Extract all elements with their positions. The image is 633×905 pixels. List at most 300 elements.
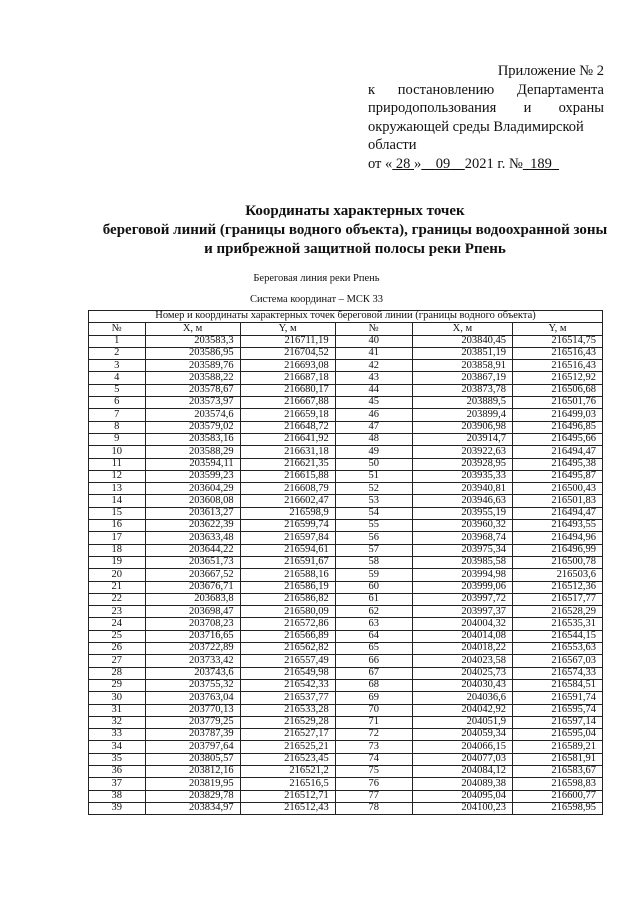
table-row <box>89 569 603 581</box>
coordinate-cell: 203733,42 <box>145 655 240 667</box>
coordinate-cell: 204051,9 <box>412 716 512 728</box>
point-number-cell: 55 <box>335 520 412 532</box>
coordinate-cell: 203622,39 <box>145 520 240 532</box>
coordinate-cell: 203968,74 <box>412 532 512 544</box>
table-caption: Номер и координаты характерных точек береговой линии (границы водного объекта) <box>89 311 603 323</box>
coordinate-cell: 203997,72 <box>412 593 512 605</box>
annex-word: и <box>523 100 532 116</box>
table-row <box>89 581 603 593</box>
coordinates-table <box>88 310 603 815</box>
coordinate-cell: 216566,89 <box>240 630 335 642</box>
coordinate-cell: 216595,04 <box>513 729 603 741</box>
coordinate-cell: 204004,32 <box>412 618 512 630</box>
annex-word: к <box>368 81 376 98</box>
coordinate-cell: 216494,47 <box>513 446 603 458</box>
annex-word: Департамента <box>516 81 604 98</box>
table-row <box>89 520 603 532</box>
coordinate-cell: 216641,92 <box>240 433 335 445</box>
point-number-cell: 12 <box>89 470 146 482</box>
table-row <box>89 397 603 409</box>
coordinate-cell: 216586,82 <box>240 593 335 605</box>
coordinate-cell: 203613,27 <box>145 507 240 519</box>
table-row <box>89 335 603 347</box>
coordinate-cell: 216693,08 <box>240 360 335 372</box>
coordinate-cell: 216574,33 <box>513 667 603 679</box>
table-row <box>89 765 603 777</box>
coordinate-cell: 216711,19 <box>240 335 335 347</box>
coordinate-cell: 216501,76 <box>513 397 603 409</box>
annex-line-3: окружающей среды Владимирской <box>368 118 584 135</box>
coordinate-cell: 216516,43 <box>513 360 603 372</box>
point-number-cell: 40 <box>335 335 412 347</box>
coordinate-cell: 203588,29 <box>145 446 240 458</box>
coordinate-cell: 203997,37 <box>412 606 512 618</box>
coordinate-cell: 216523,45 <box>240 753 335 765</box>
point-number-cell: 4 <box>89 372 146 384</box>
table-row <box>89 704 603 716</box>
point-number-cell: 26 <box>89 643 146 655</box>
coordinate-cell: 203946,63 <box>412 495 512 507</box>
coordinate-cell: 216598,83 <box>513 778 603 790</box>
coordinate-cell: 216704,52 <box>240 347 335 359</box>
coord-system: Система координат – МСК 33 <box>249 294 384 305</box>
point-number-cell: 63 <box>335 618 412 630</box>
coordinate-cell: 203928,95 <box>412 458 512 470</box>
point-number-cell: 64 <box>335 630 412 642</box>
coordinate-cell: 203779,25 <box>145 716 240 728</box>
table-row <box>89 347 603 359</box>
coordinate-cell: 203873,78 <box>412 384 512 396</box>
coordinate-cell: 203797,64 <box>145 741 240 753</box>
point-number-cell: 1 <box>89 335 146 347</box>
coordinate-cell: 216525,21 <box>240 741 335 753</box>
coordinate-cell: 204030,43 <box>412 679 512 691</box>
coordinate-cell: 203763,04 <box>145 692 240 704</box>
table-row <box>89 384 603 396</box>
point-number-cell: 77 <box>335 790 412 802</box>
annex-title: Приложение № 2 <box>497 63 604 79</box>
coordinate-cell: 203588,22 <box>145 372 240 384</box>
point-number-cell: 25 <box>89 630 146 642</box>
coordinate-cell: 204018,22 <box>412 643 512 655</box>
coordinate-cell: 216529,28 <box>240 716 335 728</box>
point-number-cell: 39 <box>89 802 146 814</box>
annex-line-4: области <box>368 137 417 153</box>
coordinate-cell: 203599,23 <box>145 470 240 482</box>
coordinate-cell: 203975,34 <box>412 544 512 556</box>
coordinate-cell: 203589,76 <box>145 360 240 372</box>
coordinate-cell: 216499,03 <box>513 409 603 421</box>
annex-block <box>368 62 604 173</box>
coordinate-cell: 216495,66 <box>513 433 603 445</box>
coordinate-cell: 216517,77 <box>513 593 603 605</box>
coordinate-cell: 203633,48 <box>145 532 240 544</box>
coordinate-cell: 203583,16 <box>145 433 240 445</box>
coordinate-cell: 216599,74 <box>240 520 335 532</box>
coordinate-cell: 216562,82 <box>240 643 335 655</box>
coordinate-cell: 203829,78 <box>145 790 240 802</box>
coordinate-cell: 203667,52 <box>145 569 240 581</box>
coordinate-cell: 216583,67 <box>513 765 603 777</box>
table-row <box>89 753 603 765</box>
coordinate-cell: 216528,29 <box>513 606 603 618</box>
coordinate-cell: 203583,3 <box>145 335 240 347</box>
point-number-cell: 7 <box>89 409 146 421</box>
coordinate-cell: 204077,03 <box>412 753 512 765</box>
coordinate-cell: 216598,95 <box>513 802 603 814</box>
coordinate-cell: 216500,78 <box>513 556 603 568</box>
title-line-2: береговой линий (границы водного объекта), границы водоохранной зоны <box>102 222 608 238</box>
title-line-1: Координаты характерных точек <box>245 203 465 219</box>
coordinate-cell: 216586,19 <box>240 581 335 593</box>
point-number-cell: 27 <box>89 655 146 667</box>
point-number-cell: 73 <box>335 741 412 753</box>
coordinate-cell: 216533,28 <box>240 704 335 716</box>
coordinate-cell: 204023,58 <box>412 655 512 667</box>
point-number-cell: 46 <box>335 409 412 421</box>
coordinate-cell: 216494,96 <box>513 532 603 544</box>
coordinate-cell: 204084,12 <box>412 765 512 777</box>
table-row <box>89 593 603 605</box>
coordinate-cell: 204059,34 <box>412 729 512 741</box>
point-number-cell: 9 <box>89 433 146 445</box>
coordinate-cell: 203851,19 <box>412 347 512 359</box>
annex-line-1 <box>368 81 604 100</box>
coordinate-cell: 216500,43 <box>513 483 603 495</box>
coordinate-cell: 203999,06 <box>412 581 512 593</box>
point-number-cell: 69 <box>335 692 412 704</box>
col-header: Y, м <box>240 323 335 335</box>
point-number-cell: 21 <box>89 581 146 593</box>
coordinate-cell: 216493,55 <box>513 520 603 532</box>
coordinate-cell: 203604,29 <box>145 483 240 495</box>
coordinate-cell: 216535,31 <box>513 618 603 630</box>
coordinate-cell: 216544,15 <box>513 630 603 642</box>
table-row <box>89 606 603 618</box>
coordinate-cell: 216516,43 <box>513 347 603 359</box>
date-day-close: » <box>414 155 422 172</box>
table-row <box>89 409 603 421</box>
table-row <box>89 692 603 704</box>
coordinate-cell: 216588,16 <box>240 569 335 581</box>
table-row <box>89 802 603 814</box>
table-row <box>89 741 603 753</box>
coordinate-cell: 203812,16 <box>145 765 240 777</box>
annex-word: природопользования <box>368 100 497 116</box>
point-number-cell: 44 <box>335 384 412 396</box>
point-number-cell: 50 <box>335 458 412 470</box>
coordinate-cell: 203914,7 <box>412 433 512 445</box>
point-number-cell: 78 <box>335 802 412 814</box>
point-number-cell: 8 <box>89 421 146 433</box>
coordinate-cell: 203743,6 <box>145 667 240 679</box>
table-row <box>89 618 603 630</box>
point-number-cell: 62 <box>335 606 412 618</box>
coordinate-cell: 216597,14 <box>513 716 603 728</box>
coordinate-cell: 216680,17 <box>240 384 335 396</box>
coordinate-cell: 203651,73 <box>145 556 240 568</box>
point-number-cell: 34 <box>89 741 146 753</box>
coordinate-cell: 216495,87 <box>513 470 603 482</box>
table-row <box>89 556 603 568</box>
point-number-cell: 45 <box>335 397 412 409</box>
coordinate-cell: 216631,18 <box>240 446 335 458</box>
coordinate-cell: 203899,4 <box>412 409 512 421</box>
coordinate-cell: 203985,58 <box>412 556 512 568</box>
coordinate-cell: 216557,49 <box>240 655 335 667</box>
coordinate-cell: 216667,88 <box>240 397 335 409</box>
point-number-cell: 16 <box>89 520 146 532</box>
coordinate-cell: 203608,08 <box>145 495 240 507</box>
point-number-cell: 42 <box>335 360 412 372</box>
point-number-cell: 43 <box>335 372 412 384</box>
point-number-cell: 48 <box>335 433 412 445</box>
coordinate-cell: 204036,6 <box>412 692 512 704</box>
coordinate-cell: 203716,65 <box>145 630 240 642</box>
coordinate-cell: 216527,17 <box>240 729 335 741</box>
coordinate-cell: 216512,36 <box>513 581 603 593</box>
point-number-cell: 59 <box>335 569 412 581</box>
point-number-cell: 75 <box>335 765 412 777</box>
coordinate-cell: 216567,03 <box>513 655 603 667</box>
date-day: 28 <box>395 155 411 172</box>
point-number-cell: 3 <box>89 360 146 372</box>
table-row <box>89 544 603 556</box>
coordinate-cell: 216621,35 <box>240 458 335 470</box>
coordinate-cell: 216514,75 <box>513 335 603 347</box>
table-row <box>89 778 603 790</box>
coordinate-cell: 203683,8 <box>145 593 240 605</box>
point-number-cell: 76 <box>335 778 412 790</box>
point-number-cell: 15 <box>89 507 146 519</box>
coordinate-cell: 203644,22 <box>145 544 240 556</box>
col-header: X, м <box>145 323 240 335</box>
coordinate-cell: 216503,6 <box>513 569 603 581</box>
coordinate-cell: 216581,91 <box>513 753 603 765</box>
coordinate-cell: 203805,57 <box>145 753 240 765</box>
point-number-cell: 35 <box>89 753 146 765</box>
coordinate-cell: 216516,5 <box>240 778 335 790</box>
table-row <box>89 372 603 384</box>
coordinate-cell: 216597,84 <box>240 532 335 544</box>
coordinate-cell: 203940,81 <box>412 483 512 495</box>
coordinate-cell: 216615,88 <box>240 470 335 482</box>
coordinate-cell: 203594,11 <box>145 458 240 470</box>
coordinate-cell: 216595,74 <box>513 704 603 716</box>
coordinate-cell: 203574,6 <box>145 409 240 421</box>
point-number-cell: 11 <box>89 458 146 470</box>
table-row <box>89 729 603 741</box>
point-number-cell: 37 <box>89 778 146 790</box>
coordinate-cell: 204095,04 <box>412 790 512 802</box>
coordinate-cell: 216584,51 <box>513 679 603 691</box>
coordinate-cell: 203994,98 <box>412 569 512 581</box>
table-row <box>89 655 603 667</box>
point-number-cell: 74 <box>335 753 412 765</box>
coordinate-cell: 203819,95 <box>145 778 240 790</box>
table-row <box>89 433 603 445</box>
coordinate-cell: 203698,47 <box>145 606 240 618</box>
coordinate-cell: 216594,61 <box>240 544 335 556</box>
annex-word: постановлению <box>397 81 495 98</box>
table-row <box>89 507 603 519</box>
coordinate-cell: 203676,71 <box>145 581 240 593</box>
coordinate-cell: 216521,2 <box>240 765 335 777</box>
coordinate-cell: 203840,45 <box>412 335 512 347</box>
coordinate-cell: 203573,97 <box>145 397 240 409</box>
coordinate-cell: 203834,97 <box>145 802 240 814</box>
point-number-cell: 19 <box>89 556 146 568</box>
point-number-cell: 70 <box>335 704 412 716</box>
coordinate-cell: 216602,47 <box>240 495 335 507</box>
point-number-cell: 71 <box>335 716 412 728</box>
table-row <box>89 790 603 802</box>
point-number-cell: 18 <box>89 544 146 556</box>
point-number-cell: 24 <box>89 618 146 630</box>
table-row <box>89 532 603 544</box>
table-row <box>89 630 603 642</box>
table-row <box>89 483 603 495</box>
point-number-cell: 5 <box>89 384 146 396</box>
coordinate-cell: 203889,5 <box>412 397 512 409</box>
coordinate-cell: 203722,89 <box>145 643 240 655</box>
point-number-cell: 10 <box>89 446 146 458</box>
coordinate-cell: 216598,9 <box>240 507 335 519</box>
point-number-cell: 56 <box>335 532 412 544</box>
coordinate-cell: 203578,67 <box>145 384 240 396</box>
table-row <box>89 446 603 458</box>
coordinate-cell: 216572,86 <box>240 618 335 630</box>
point-number-cell: 52 <box>335 483 412 495</box>
coordinate-cell: 203579,02 <box>145 421 240 433</box>
coordinate-cell: 216537,77 <box>240 692 335 704</box>
coordinate-cell: 216648,72 <box>240 421 335 433</box>
coordinate-cell: 204042,92 <box>412 704 512 716</box>
table-row <box>89 421 603 433</box>
coordinate-cell: 216512,43 <box>240 802 335 814</box>
coordinate-cell: 203960,32 <box>412 520 512 532</box>
table-row <box>89 679 603 691</box>
point-number-cell: 58 <box>335 556 412 568</box>
table-row <box>89 470 603 482</box>
point-number-cell: 53 <box>335 495 412 507</box>
point-number-cell: 20 <box>89 569 146 581</box>
point-number-cell: 23 <box>89 606 146 618</box>
point-number-cell: 47 <box>335 421 412 433</box>
point-number-cell: 13 <box>89 483 146 495</box>
col-header: № <box>89 323 146 335</box>
point-number-cell: 65 <box>335 643 412 655</box>
col-header: № <box>335 323 412 335</box>
point-number-cell: 49 <box>335 446 412 458</box>
date-year: 2021 г. № <box>464 155 523 172</box>
point-number-cell: 67 <box>335 667 412 679</box>
point-number-cell: 31 <box>89 704 146 716</box>
point-number-cell: 17 <box>89 532 146 544</box>
coordinate-cell: 216512,71 <box>240 790 335 802</box>
coordinate-cell: 216506,68 <box>513 384 603 396</box>
coordinate-cell: 216501,83 <box>513 495 603 507</box>
coordinate-cell: 216608,79 <box>240 483 335 495</box>
coordinate-cell: 216512,92 <box>513 372 603 384</box>
point-number-cell: 57 <box>335 544 412 556</box>
coordinate-cell: 204014,08 <box>412 630 512 642</box>
coordinate-cell: 216494,47 <box>513 507 603 519</box>
coordinate-cell: 204066,15 <box>412 741 512 753</box>
coordinate-cell: 203906,98 <box>412 421 512 433</box>
coordinate-cell: 216600,77 <box>513 790 603 802</box>
point-number-cell: 14 <box>89 495 146 507</box>
point-number-cell: 66 <box>335 655 412 667</box>
coordinate-cell: 216659,18 <box>240 409 335 421</box>
coordinate-cell: 203755,32 <box>145 679 240 691</box>
coordinate-cell: 216496,99 <box>513 544 603 556</box>
table-row <box>89 360 603 372</box>
point-number-cell: 68 <box>335 679 412 691</box>
subtitle: Береговая линия реки Рпень <box>253 273 380 284</box>
coordinate-cell: 203787,39 <box>145 729 240 741</box>
annex-line-2 <box>368 99 604 118</box>
coordinate-cell: 216591,67 <box>240 556 335 568</box>
coordinate-cell: 203935,33 <box>412 470 512 482</box>
table-header-row <box>89 323 603 335</box>
coordinate-cell: 216589,21 <box>513 741 603 753</box>
point-number-cell: 22 <box>89 593 146 605</box>
coordinate-cell: 216495,38 <box>513 458 603 470</box>
title-line-3: и прибрежной защитной полосы реки Рпень <box>204 241 506 257</box>
col-header: Y, м <box>513 323 603 335</box>
point-number-cell: 6 <box>89 397 146 409</box>
coordinate-cell: 216496,85 <box>513 421 603 433</box>
point-number-cell: 28 <box>89 667 146 679</box>
point-number-cell: 2 <box>89 347 146 359</box>
coordinate-cell: 216580,09 <box>240 606 335 618</box>
point-number-cell: 38 <box>89 790 146 802</box>
point-number-cell: 51 <box>335 470 412 482</box>
point-number-cell: 29 <box>89 679 146 691</box>
annex-word: охраны <box>558 100 604 116</box>
table-row <box>89 495 603 507</box>
coordinate-cell: 204100,23 <box>412 802 512 814</box>
coordinate-cell: 204025,73 <box>412 667 512 679</box>
coordinate-cell: 216542,33 <box>240 679 335 691</box>
coordinate-cell: 216553,63 <box>513 643 603 655</box>
coordinate-cell: 203922,63 <box>412 446 512 458</box>
table-row <box>89 643 603 655</box>
point-number-cell: 41 <box>335 347 412 359</box>
coordinate-cell: 216549,98 <box>240 667 335 679</box>
coordinate-cell: 203955,19 <box>412 507 512 519</box>
col-header: X, м <box>412 323 512 335</box>
coordinate-cell: 204089,38 <box>412 778 512 790</box>
coordinate-cell: 216687,18 <box>240 372 335 384</box>
coordinate-cell: 203770,13 <box>145 704 240 716</box>
coordinate-cell: 203867,19 <box>412 372 512 384</box>
coordinate-cell: 203858,91 <box>412 360 512 372</box>
coordinate-cell: 216591,74 <box>513 692 603 704</box>
point-number-cell: 54 <box>335 507 412 519</box>
table-row <box>89 716 603 728</box>
point-number-cell: 33 <box>89 729 146 741</box>
annex-date-line <box>368 155 604 174</box>
table-row <box>89 458 603 470</box>
date-prefix: от « <box>368 155 393 172</box>
point-number-cell: 72 <box>335 729 412 741</box>
point-number-cell: 60 <box>335 581 412 593</box>
coordinate-cell: 203708,23 <box>145 618 240 630</box>
order-number: 189 <box>530 155 552 172</box>
table-row <box>89 667 603 679</box>
